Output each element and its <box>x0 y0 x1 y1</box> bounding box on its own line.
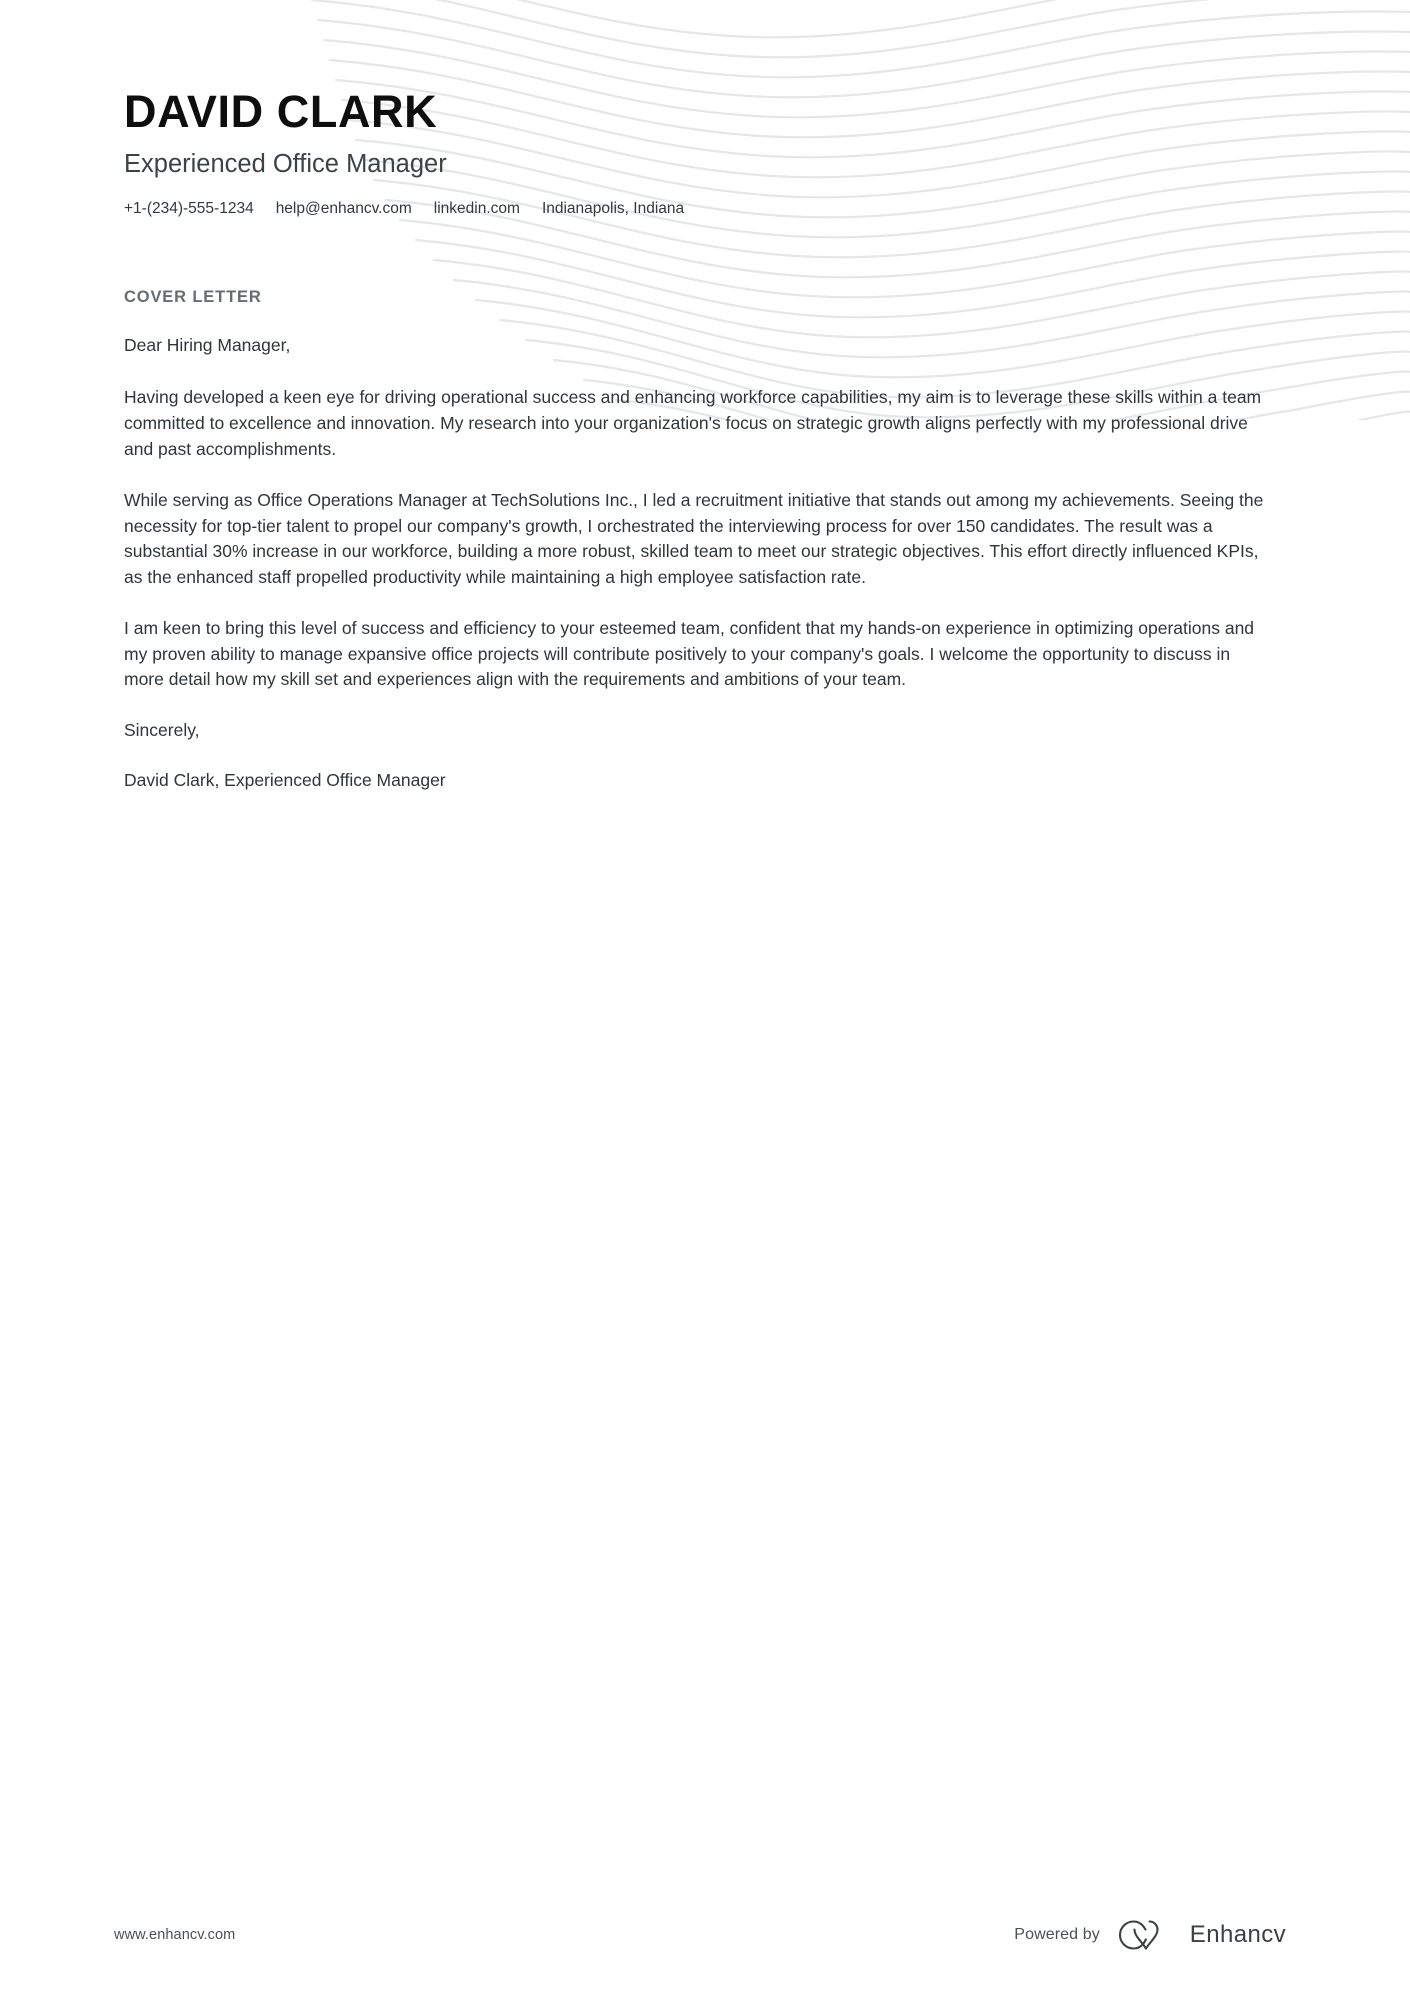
contact-phone: +1-(234)-555-1234 <box>124 200 254 218</box>
contact-linkedin[interactable]: linkedin.com <box>433 200 520 218</box>
letter-signature: David Clark, Experienced Office Manager <box>124 770 446 791</box>
enhancv-brand-name: Enhancv <box>1189 1921 1286 1948</box>
powered-by-label: Powered by <box>1014 1926 1100 1943</box>
letter-salutation: Dear Hiring Manager, <box>124 334 291 355</box>
letter-paragraph-1: Having developed a keen eye for driving operational success and enhancing workforce capabilities, my aim is to leverage these skills within a team committed to excellence and innovation. My research into your organization's focus on strategic growth aligns perfectly with my professional drive and past accomplishments. <box>124 387 1262 459</box>
enhancv-infinity-heart-icon <box>1116 1918 1178 1952</box>
enhancv-brand-mark[interactable] <box>1116 1918 1286 1952</box>
footer-website-url[interactable]: www.enhancv.com <box>114 1927 236 1943</box>
letter-paragraph-2: While serving as Office Operations Manager at TechSolutions Inc., I led a recruitment initiative that stands out among my achievements. Seeing the necessity for top-tier talent to propel our company's growth, I orchestrated the interviewing process for over 150 candidates. The result was a substantial 30% increase in our workforce, building a more robust, skilled team to meet our strategic objectives. This effort directly influenced KPIs, as the enhanced staff propelled productivity while maintaining a high employee satisfaction rate. <box>124 490 1264 587</box>
cover-letter-body <box>124 333 1269 794</box>
candidate-job-title: Experienced Office Manager <box>124 149 447 178</box>
letter-paragraph-3: I am keen to bring this level of success and efficiency to your esteemed team, confident that my hands-on experience in optimizing operations and my proven ability to manage expansive office projects will contribute positively to your company's goals. I welcome the opportunity to discuss in more detail how my skill set and experiences align with the requirements and ambitions of your team. <box>124 618 1255 690</box>
page-footer <box>0 1875 1410 1995</box>
contact-location: Indianapolis, Indiana <box>541 200 685 218</box>
contact-row <box>124 198 1310 220</box>
footer-brand-block <box>1014 1918 1286 1952</box>
letter-closing: Sincerely, <box>124 719 200 740</box>
cover-letter-content <box>0 288 1410 794</box>
resume-header <box>0 0 1410 220</box>
section-heading-cover-letter: COVER LETTER <box>124 287 262 306</box>
candidate-name: DAVID CLARK <box>124 86 438 137</box>
contact-email[interactable]: help@enhancv.com <box>275 200 412 218</box>
